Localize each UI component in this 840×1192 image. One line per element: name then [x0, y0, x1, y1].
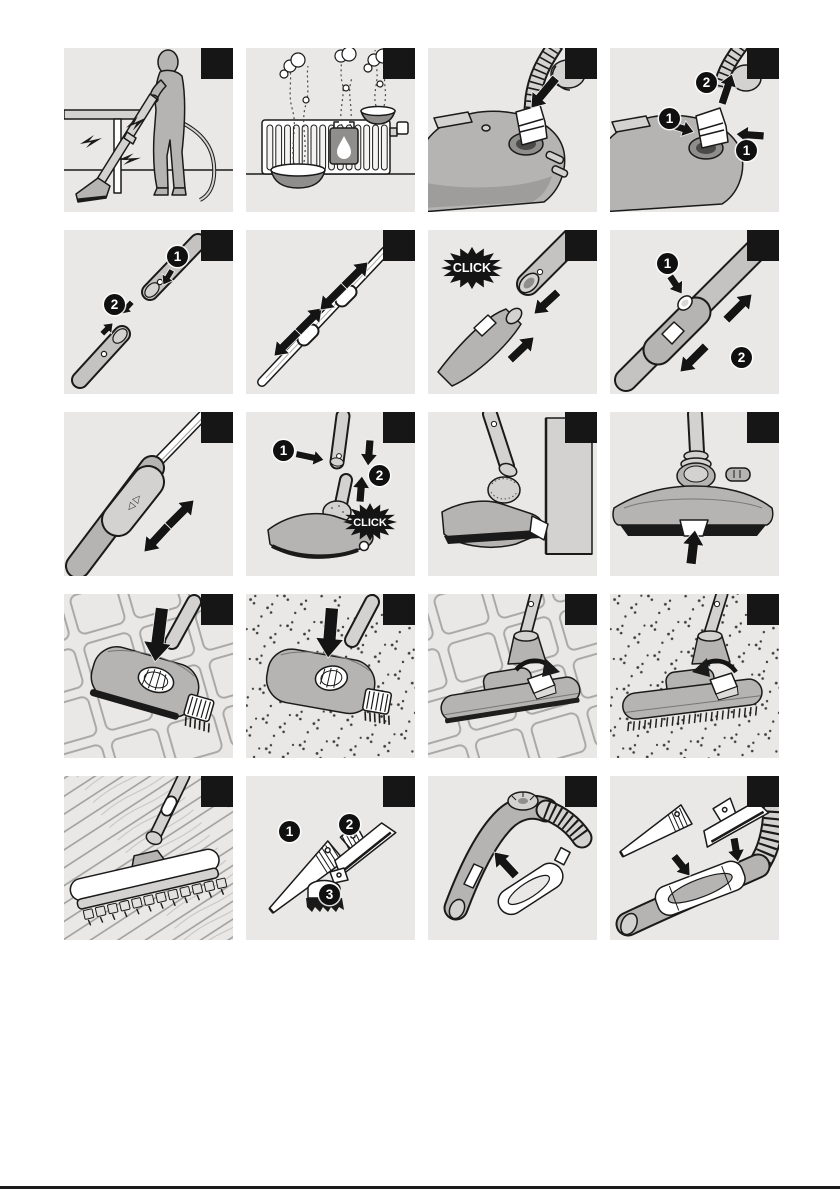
panel-parquet-brush — [64, 776, 233, 940]
step-badge: 2 — [731, 347, 752, 368]
arrow-store-icon — [671, 854, 690, 877]
panel-corner-marker — [747, 230, 779, 261]
step-badge: 1 — [736, 140, 757, 161]
panel-corner-marker — [747, 412, 779, 443]
arrow-clip-on-icon — [494, 852, 519, 879]
panel-corner-marker — [383, 776, 415, 807]
arrow-slide-icon — [165, 500, 194, 529]
panel-join-tubes — [64, 230, 233, 394]
panel-store-nozzles — [610, 776, 779, 940]
slider-lock-glyphs: ◁ ▷ — [124, 492, 145, 514]
illustration-grid — [64, 48, 779, 940]
arrow-store-icon — [728, 837, 745, 862]
panel-handle-release — [610, 230, 779, 394]
arrow-press-button-icon — [667, 274, 683, 294]
arrow-insert-icon — [295, 450, 324, 465]
step-badge: 2 — [339, 814, 360, 835]
panel-corner-marker — [565, 230, 597, 261]
panel-front-clip — [610, 412, 779, 576]
panel-corner-marker — [565, 412, 597, 443]
panel-detach-hose — [610, 48, 779, 212]
step-badge: 1 — [279, 821, 300, 842]
arrow-push-together-icon — [507, 337, 534, 363]
crevice-tool — [615, 805, 692, 862]
arrow-push-together-icon — [534, 289, 561, 314]
panel-rocker-carpet — [610, 594, 779, 758]
panel-telescopic-adjust — [246, 230, 415, 394]
panel-static-electricity — [64, 48, 233, 212]
step-badge: 1 — [167, 246, 188, 267]
panel-pedal-hard-floor — [64, 594, 233, 758]
panel-corner-marker — [201, 776, 233, 807]
click-label: CLICK — [452, 261, 492, 275]
panel-corner-marker — [747, 776, 779, 807]
panel-attach-hose — [428, 48, 597, 212]
panel-corner-marker — [201, 412, 233, 443]
spark-icon — [80, 135, 102, 148]
panel-pedal-carpet — [246, 594, 415, 758]
steam-clouds — [280, 48, 390, 103]
panel-handle-click — [428, 230, 597, 394]
panel-holder-to-handle — [428, 776, 597, 940]
panel-corner-marker — [565, 48, 597, 79]
arrow-slide-icon — [144, 523, 171, 552]
panel-rocker-hard-floor — [428, 594, 597, 758]
panel-radiator-humidify — [246, 48, 415, 212]
panel-telescopic-slider — [64, 412, 233, 576]
page-bottom-scan-line — [0, 1186, 840, 1189]
panel-corner-marker — [565, 776, 597, 807]
step-badge: 1 — [657, 253, 678, 274]
arrow-pull-apart-icon — [680, 343, 709, 372]
arrow-down-icon — [360, 440, 377, 466]
panel-corner-marker — [383, 594, 415, 625]
step-badge: 2 — [696, 72, 717, 93]
panel-corner-marker — [201, 594, 233, 625]
panel-accessories — [246, 776, 415, 940]
panel-corner-marker — [383, 48, 415, 79]
arrow-pull-apart-icon — [723, 294, 752, 323]
step-badge: 3 — [319, 884, 340, 905]
accessory-holder — [652, 858, 749, 919]
arrow-up-icon — [353, 476, 370, 502]
panel-nozzle-click — [246, 412, 415, 576]
step-badge: 1 — [659, 108, 680, 129]
panel-corner-marker — [201, 230, 233, 261]
step-badge: 2 — [104, 294, 125, 315]
click-label: CLICK — [353, 517, 387, 529]
step-badge: 2 — [369, 465, 390, 486]
panel-corner-marker — [383, 412, 415, 443]
panel-corner-marker — [201, 48, 233, 79]
panel-corner-marker — [747, 48, 779, 79]
step-badge: 1 — [273, 440, 294, 461]
panel-corner-marker — [747, 594, 779, 625]
panel-corner-marker — [383, 230, 415, 261]
panel-wall-edge — [428, 412, 597, 576]
panel-corner-marker — [565, 594, 597, 625]
